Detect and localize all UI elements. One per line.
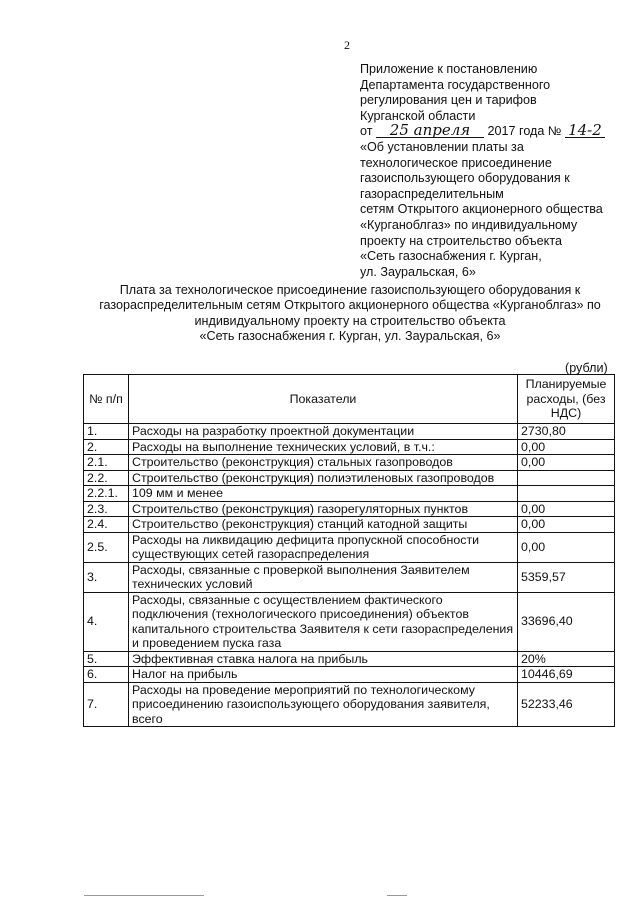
row-value: 5359,57 bbox=[518, 562, 615, 592]
table-row bbox=[84, 486, 615, 502]
title-line: «Сеть газоснабжения г. Курган, ул. Зауральская, 6» bbox=[199, 329, 501, 344]
table-row bbox=[84, 651, 615, 667]
handwritten-date: 25 апреля bbox=[376, 124, 484, 138]
table-row bbox=[84, 667, 615, 683]
row-number: 2.3. bbox=[84, 501, 129, 517]
row-indicator: Налог на прибыль bbox=[129, 667, 518, 683]
row-indicator: Строительство (реконструкция) станций катодной защиты bbox=[129, 517, 518, 533]
row-indicator: Строительство (реконструкция) полиэтиленовых газопроводов bbox=[129, 470, 518, 486]
row-indicator: 109 мм и менее bbox=[129, 486, 518, 502]
appendix-line: «Об установлении платы за bbox=[360, 139, 524, 154]
row-number: 7. bbox=[84, 682, 129, 727]
appendix-line: сетям Открытого акционерного общества bbox=[360, 202, 603, 217]
table-header-row bbox=[84, 375, 615, 424]
row-number: 6. bbox=[84, 667, 129, 683]
footer-divider bbox=[387, 895, 407, 896]
table-row bbox=[84, 562, 615, 592]
document-title bbox=[60, 283, 640, 345]
appendix-line: Департамента государственного bbox=[360, 77, 551, 92]
appendix-line: технологическое присоединение bbox=[360, 155, 552, 170]
row-indicator: Расходы на проведение мероприятий по технологическому присоединению газоиспользующего оборудования заявителя, всего bbox=[129, 682, 518, 727]
table-body bbox=[84, 424, 615, 727]
footer-divider bbox=[84, 895, 204, 896]
table-row bbox=[84, 517, 615, 533]
title-line: газораспределительным сетям Открытого акционерного общества «Курганоблгаз» по bbox=[99, 298, 601, 313]
year-text: 2017 года bbox=[487, 124, 545, 139]
row-number: 2.5. bbox=[84, 532, 129, 562]
row-value: 0,00 bbox=[518, 532, 615, 562]
number-prefix: № bbox=[547, 124, 562, 139]
appendix-line: «Сеть газоснабжения г. Курган, bbox=[360, 249, 542, 264]
row-number: 5. bbox=[84, 651, 129, 667]
row-value: 0,00 bbox=[518, 501, 615, 517]
row-value: 10446,69 bbox=[518, 667, 615, 683]
title-line: индивидуальному проекту на строительство объекта bbox=[194, 313, 506, 328]
page-number: 2 bbox=[344, 38, 350, 52]
appendix-line: Приложение к постановлению bbox=[360, 62, 538, 76]
title-line: Плата за технологическое присоединение газоиспользующего оборудования к bbox=[119, 283, 581, 297]
appendix-line: газораспределительным bbox=[360, 186, 504, 201]
units-label: (рубли) bbox=[565, 361, 608, 375]
row-value bbox=[518, 486, 615, 502]
table-row bbox=[84, 592, 615, 651]
row-number: 2.1. bbox=[84, 455, 129, 471]
appendix-line: ул. Зауральская, 6» bbox=[360, 264, 476, 279]
row-indicator: Расходы на ликвидацию дефицита пропускной способности существующих сетей газораспределения bbox=[129, 532, 518, 562]
header-num: № п/п bbox=[84, 375, 129, 424]
appendix-line: проекту на строительство объекта bbox=[360, 233, 562, 248]
row-number: 2. bbox=[84, 439, 129, 455]
appendix-block bbox=[360, 62, 630, 280]
table-row bbox=[84, 532, 615, 562]
row-value: 20% bbox=[518, 651, 615, 667]
row-indicator: Строительство (реконструкция) стальных газопроводов bbox=[129, 455, 518, 471]
row-value: 0,00 bbox=[518, 455, 615, 471]
row-value: 0,00 bbox=[518, 439, 615, 455]
appendix-line: регулирования цен и тарифов bbox=[360, 93, 537, 108]
row-number: 1. bbox=[84, 424, 129, 440]
table-row bbox=[84, 470, 615, 486]
cost-table bbox=[83, 374, 615, 727]
row-indicator: Эффективная ставка налога на прибыль bbox=[129, 651, 518, 667]
row-indicator: Расходы на разработку проектной документации bbox=[129, 424, 518, 440]
row-number: 3. bbox=[84, 562, 129, 592]
row-number: 2.4. bbox=[84, 517, 129, 533]
row-number: 2.2. bbox=[84, 470, 129, 486]
row-number: 4. bbox=[84, 592, 129, 651]
row-value bbox=[518, 470, 615, 486]
table-row bbox=[84, 501, 615, 517]
row-value: 33696,40 bbox=[518, 592, 615, 651]
appendix-line: Курганской области bbox=[360, 108, 476, 123]
appendix-line: «Курганоблгаз» по индивидуальному bbox=[360, 217, 578, 232]
row-indicator: Расходы, связанные с проверкой выполнения Заявителем технических условий bbox=[129, 562, 518, 592]
header-indicator: Показатели bbox=[129, 375, 518, 424]
row-value: 2730,80 bbox=[518, 424, 615, 440]
table-row bbox=[84, 455, 615, 471]
row-value: 52233,46 bbox=[518, 682, 615, 727]
date-prefix: от bbox=[360, 124, 373, 139]
header-cost: Планируемые расходы, (без НДС) bbox=[518, 375, 615, 424]
appendix-date-line bbox=[360, 121, 630, 140]
table-row bbox=[84, 424, 615, 440]
row-indicator: Строительство (реконструкция) газорегуляторных пунктов bbox=[129, 501, 518, 517]
row-number: 2.2.1. bbox=[84, 486, 129, 502]
row-indicator: Расходы, связанные с осуществлением фактического подключения (технологического присоединения) объектов капитального строительства Заявителя к сети газораспределения и проведением пуска газа bbox=[129, 592, 518, 651]
table-row bbox=[84, 439, 615, 455]
row-value: 0,00 bbox=[518, 517, 615, 533]
handwritten-number: 14-2 bbox=[565, 124, 605, 138]
appendix-line: газоиспользующего оборудования к bbox=[360, 171, 570, 186]
row-indicator: Расходы на выполнение технических условий, в т.ч.: bbox=[129, 439, 518, 455]
table-row bbox=[84, 682, 615, 727]
